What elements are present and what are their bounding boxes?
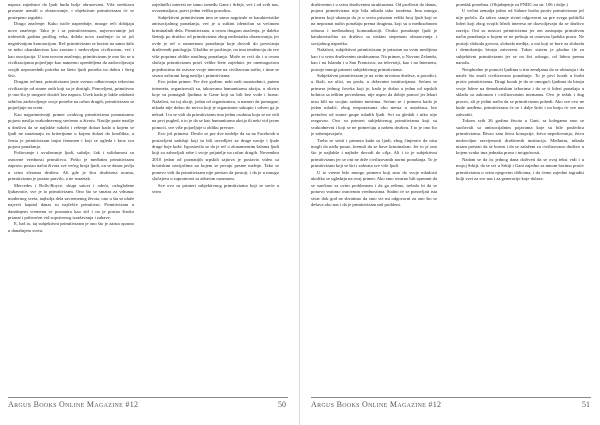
magazine-title: Argus Books Online Magazine #12 xyxy=(8,400,139,409)
body-paragraph: Evo jedan primer. Pre dve godine, neki naši sunarodnici, putem interneta, organizovali su, takozvanu humanitarnu akciju, u okviru koje su pomagali ljudima iz Gane koji su bili bez vode i hrane. Nažalost, na toj akciji, jedan od organizatora, u nameri da pomogne, nikada nije došao do novca koji je organizator sakupio i odveo ga je nekud. I tu se vidi da primitivizam ima jednu osobinu koja se ne vidi na prvi pogled, a to je da se kao humanitarna akcija ili neki vid javne pomoći, sve više pojavljuje u obliku prevare. xyxy=(152,79,279,130)
body-paragraph: U to vreme bilo mnogo primera koji smo do svoje mladosti ukoliko se ugledaju na ovaj primer. Ako smo stvarno bili spremni da se suočimo sa ovim problemom i da ga rešimo, trebalo bi da se ponovo vratimo osnovnim vrednostima. Stalno će se ponavljati ista stvar dok god ne shvatimo da smo svi mi odgovorni za ono što se dešava oko nas i da je primitivizam naš problem. xyxy=(311,169,437,208)
body-paragraph: Mercedes i Rolls-Royce, skupi satovi i odeća, ozloglašene ljubavnice, sve je to primitivizam. Ono što se smatra za vrhunac modernog sveta, najbolja dela savremenog života, ono u šta se ulaže najveći kapital danas su najčešće primitivni. Primitivizam u današnjem vremenu se posmatra kao stil i on je postao široko priznat i prihvaćen vid sopstvenog izražavanja i zabave. xyxy=(8,182,134,220)
body-paragraph: Treba se setiti i primera kada su ljudi, zbog činjenice da nisu mogli da nađu posao, krenuli da se bave kriminalom. Jer to je ono što je najlakše i najbrže dovodi do cilja. Ali i to je subjektivni primitivizam jer se oni ne drže civilizovanih normi ponašanja. To je primitivizam koji se širi i zahvata sve više ljudi. xyxy=(311,137,437,169)
right-page-column-1 xyxy=(311,2,437,394)
body-paragraph: Sve ovo su primeri subjektivnog primitivizma koji se sreće u svim xyxy=(152,182,279,195)
body-paragraph: Nadam se da ću jednog dana doživeti da se ovaj tekst vidi i u mojoj Srbiji, da se svi u Srbiji i Gani zajedno sa mnom borimo protiv primitivizma u svim njegovim oblicima, i da ćemo zajedno izgraditi bolji svet za sve nas i za generacije koje dolaze. xyxy=(456,156,584,182)
body-paragraph: U večini zemalja južno od Sahare borba protiv primitivizma još nije počela. Za takvo stanje stvari odgovorni su pre svega politički lideri koji zbog svojih ličnih interesa ne dozvoljavaju da se društvo razvija. Oni su nosioci primitivizma jer oni zastupaju primitivan način ponašanja u kojem se ne poštuju ni osnovna ljudska prava. Ne postoji sloboda govora, sloboda medija, a oni koji se bore za slobodu i demokratiju bivaju zatvoreni. Takav sistem je plodno tle za subjektivni primitivizam jer se on širi odozgo, od lidera prema narodu. xyxy=(456,8,584,66)
body-paragraph: Evo još primera. Desilo se pre dve nedelje da su na Facebook-u postavljeni sadržaji koji su bili uvredljivi za druge nacije i ljude druge boje kože. Ispostavilo se da je reč o zlonamernim šalama ljudi koji su zabavljali sebe i svoje prijatelje na račun drugih. Novembra 2010 jedan od poznatijih srpskih sajtova je postavio video sa hrvatskim navijačima na kojem se pevaju pesme mržnje. Tako se ponovo vidi da primitivizam nije prestao da postoji, i da je u mnogo slučajeva u suprotnosti sa zdravim razumom. xyxy=(152,131,279,182)
footer-rule xyxy=(8,397,288,398)
page-number: 50 xyxy=(278,400,286,409)
body-paragraph: društvenim i u svim društvenim strukturama. Od prošlosti do danas, pojava primitivizma nije bila nikada tako izražena. Ima mnogo primera koji ukazuju da je u svetu prisutan veliki broj ljudi koji se na nepoznat način ponašaju prema drugima, koji su u međusobnom odnosu i međusobnoj komunikaciji. Ovako ponašanje ljudi je karakteristično za društvo sa niskim stepenom obrazovanja i socijalnog napretka. xyxy=(311,2,437,46)
body-paragraph: zajednički interesi ne samo između Gane i Srbije, već i od svih nas, ovozemaljaca, pravi jednu veliku porodicu. xyxy=(152,2,279,14)
body-paragraph: Kao najprimitivniji primer ovakvog primitivizma posmatramo pojavu nasilja svakodnevnog srećemo u životu. Nasilje prate nasilje u društvu da se najlakše sukobi i rešenje dolazi kada u kojem se ljudi ne zauzimaju za kriterijume u kojem dolazi do konflikta, u čemu je primitivizam trajni fenomen i koji se ogleda i kroz sva pojava ponašanja. xyxy=(8,111,134,149)
right-page xyxy=(300,0,600,425)
body-paragraph: napora zajednice da ljudi budu bolje obrazovani. Više sredstava prosuste nemili u obrazovanje, i objektivan primitivizam će se postepeno izgubiti. xyxy=(8,2,134,20)
body-paragraph: Drugo značenje: Kako ističe naprednije, mnoge reči dobijaju novo značenje. Tako je i sa primitivizmom, najverovatnije još tridesetih godina prošlog veka, dobila novo značenje: to se još negativnijom konotacijom. Reč primitivizam se koristi na samo dalo se neko okarakterisao kao zaostao i nedovoljno civilizovan, već i kao asocijacija. U tom novom značenju, primitivizam je ono što se u civilizacijama pojavljuje kao namerno opredeljena da zadovoljavaju svojih neposrednih potreba na štetu ljudi potreba na dobru i šireg šivi. xyxy=(8,21,134,78)
body-paragraph: Subjektivni primitivizam ima se samo nagrizale se karakteristike antisocijalnog ponašanja, već je u suštini identičan sa većinom kriminalnih dela. Primitivizam, u ovom drugom značenju, je daleko štetniji po društvo od primitivizma zbog nedostatka obrazovanja, jer ovde je reč o namernom ponašanju koje dovodi do povećanja društvenih patologija. Ukoliko se proširuje, on ima tendenciju da sve više poprima oblike nasilnog ponašanja. Može se reći da i u ovom slučaju primitivizam pravi velike štete zajednici jer onemogućava pojedincima da ostvare svoje interese na civilizovan način, i time se stvara začarani krug nasilja i primitivizma. xyxy=(152,14,279,78)
left-page-footer xyxy=(0,397,299,415)
footer-rule xyxy=(311,397,591,398)
left-page-column-1 xyxy=(8,2,134,394)
right-page-column-2 xyxy=(456,2,584,394)
body-paragraph: E, baš to, taj subjektivni primitivizam je ono što je zaista opasno u današnjem svetu. xyxy=(8,221,134,233)
body-paragraph: Poštovanje i uvažavanje ljudi, sažalje, čak i solidarnost su osnovne vrednosti primitivca. Pošto je međutim primitivizam zapravo postao način života sve većeg broja ljudi, on se danas javlja u svim sferama društva. Ali gde je šira društvena norma, primitivizam je postao pravilo, a ne izuzetak. xyxy=(8,150,134,182)
left-page-column-2 xyxy=(152,2,279,394)
page-number: 51 xyxy=(582,400,590,409)
right-page-footer xyxy=(300,397,600,415)
body-paragraph: Drugim rečima, primitivizam jeste svesno odbacivanje tekovina civilizacije od strane onih koji su je dostigli. Ponovljeni, primitivno je ono što je moguće dostići bez napora. Uvek kada je lakše odabrati sebično zadovoljenje svoje potrebe na račun drugih, primitivizam se pojavljuje na sceni. xyxy=(8,79,134,111)
body-paragraph: Tokom svih 26 godina života u Gani, sa kolegama smo se suočavali sa antisocijalnim pojavama koje su bile posledica primitivizma. Bivao sam žrtva korupcije, žrtva nepoštovanja, žrtva nedovoljne razvijenosti društvenih institucija. Međutim, nikada nisam prestao da se borim i da se zalažem za civilizovano društvo u kojem svako ima jednaka prava i mogućnosti. xyxy=(456,118,584,156)
magazine-title: Argus Books Online Magazine #12 xyxy=(311,400,442,409)
body-paragraph: Neophodno je pomoći ljudima u tim zemljama da se obrazuju i da nauče šta znači civilizovano ponašanje. To je prvi korak u borbi protiv primitivizma. Drugi korak je da se omogući ljudima da biraju svoje lidere na demokratskim izborima i da se ti lideri ponašaju u skladu sa zakonom i civilizovanim normama. Ovo je težak i dug proces, ali je jedini način da se primitivizam pobedi. Ako sve ovo ne bude urađeno, primitivizam će se i dalje širiti i na kraju će sve nas zahvatiti. xyxy=(456,66,584,117)
body-paragraph: poredak potrebna. (Objašnjenje za PNDC na str. 106 i dalje.) xyxy=(456,2,568,7)
body-paragraph: Nažalost, subjektivni primitivizam je prisutan na svim medijima kao i u svim društvenim strukturama. Na primer, u Novom Zelandu, kao i na Islandu i u San Franciscu, na televiziji, kao i na Internetu, postoje mnogi primeri subjektivnog primitivizma. xyxy=(311,47,437,72)
body-paragraph: Subjektivni primitivizam je na svim nivoima društva, u porodici, u školi, na ulici, na poslu, u državnim institucijama. Sećam se primera jednog čoveka koji je, kada je došao u jednu od srpskih bolnica sa teškim povredama, nije uspeo da dobije pomoć jer lekari nisu bili na svojim radnim mestima. Sećam se i primera kada je jedan mladić, zbog nesporazuma oko mesta u autobusu, bio pretučen od strane grupe mladih ljudi. Svi su gledali i niko nije reagovao. Ovo su primeri subjektivnog primitivizma koji su svakodnevni i koji se ne primećuju u našem društvu. I to je ono što je zabrinjavajuće. xyxy=(311,72,437,137)
